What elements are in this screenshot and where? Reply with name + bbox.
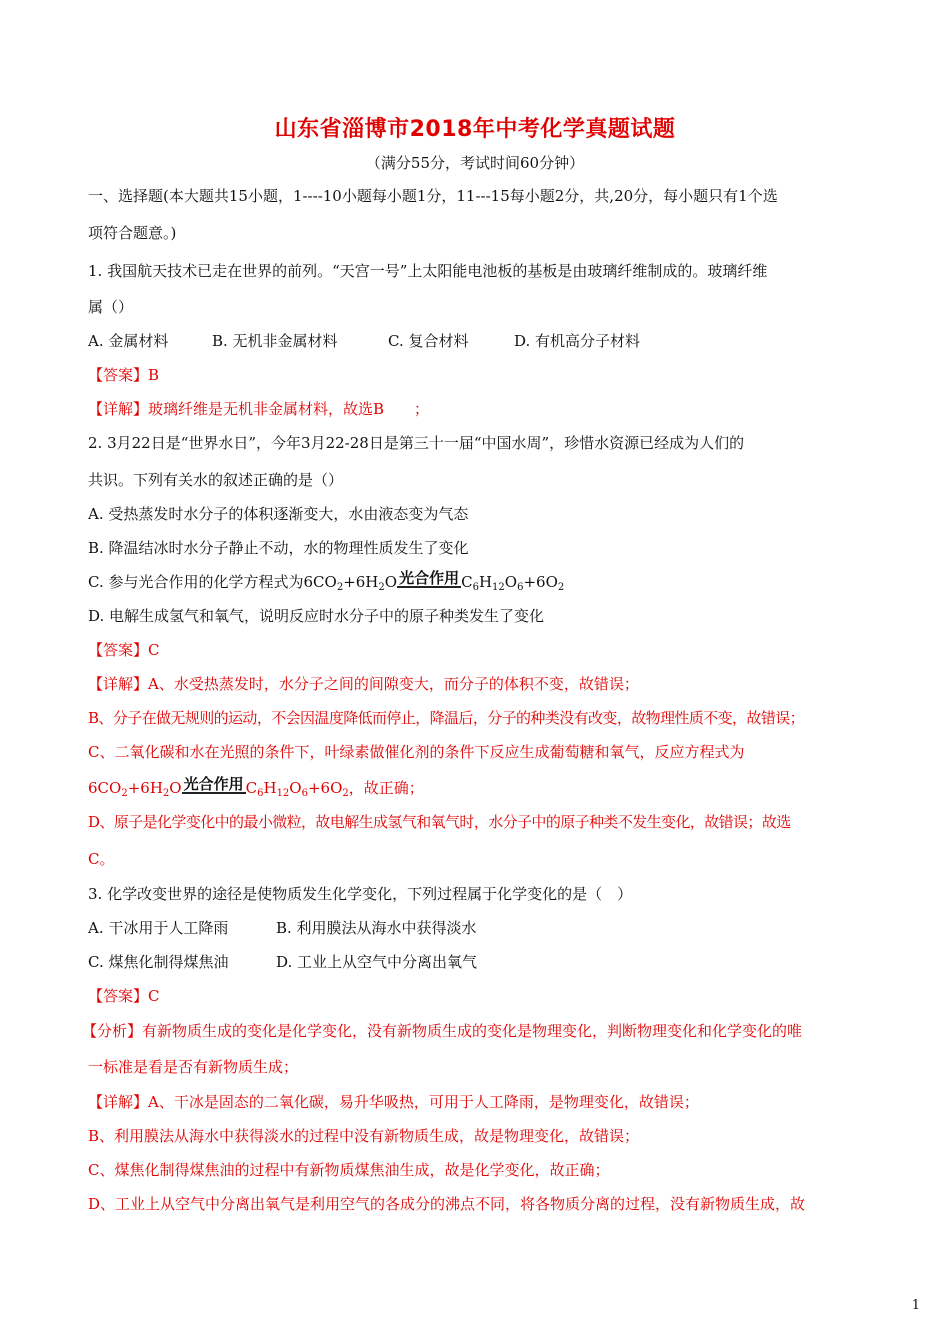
q3-answer <box>88 986 878 1006</box>
q3-options-row2 <box>88 952 878 972</box>
q2-detail-c2-text: ，故正确； <box>348 779 424 797</box>
reaction-condition-arrow: 光合作用 <box>399 569 460 587</box>
q2-answer-value: C <box>148 641 160 659</box>
q1-answer <box>88 365 878 385</box>
q2-option-d: D. 电解生成氢气和氧气，说明反应时水分子中的原子种类发生了变化 <box>88 607 545 625</box>
q3-analysis-line2: 一标准是看是否有新物质生成； <box>88 1058 299 1076</box>
q3-option-b: B. 利用膜法从海水中获得淡水 <box>276 919 477 937</box>
detail-tag: 【详解】 <box>88 1093 149 1111</box>
reaction-condition-arrow: 光合作用 <box>183 775 244 793</box>
q2-option-b: B. 降温结冰时水分子静止不动，水的物理性质发生了变化 <box>88 539 469 557</box>
q2-detail-b: B、分子在做无规则的运动，不会因温度降低而停止，降温后，分子的种类没有改变，故物理性质不变，故错误； <box>88 709 805 727</box>
q2-option-c: C. 参与光合作用的化学方程式为$6CO_2+6H_2O$ 光合作用 $C_6H_{12}O_6+6O_2$ <box>88 569 565 593</box>
q2-detail-d2: C。 <box>88 850 115 868</box>
analysis-tag: 【分析】 <box>82 1022 143 1040</box>
q2-detail-c1: C、二氧化碳和水在光照的条件下，叶绿素做催化剂的条件下反应生成葡萄糖和氧气，反应方程式为 <box>88 743 745 761</box>
q3-option-c: C. 煤焦化制得煤焦油 <box>88 953 229 971</box>
q2-option-a: A. 受热蒸发时水分子的体积逐渐变大，水由液态变为气态 <box>88 505 469 523</box>
q3-options-row1 <box>88 918 878 938</box>
q2-answer <box>88 640 878 660</box>
q3-stem: 3. 化学改变世界的途径是使物质发生化学变化，下列过程属于化学变化的是（ ） <box>88 885 633 903</box>
q2-stem-line1: 2. 3月22日是“世界水日”，今年3月22-28日是第三十一届“中国水周”，珍惜水资源已经成为人们的 <box>88 434 745 452</box>
q2-detail-a <box>88 674 878 694</box>
detail-tag: 【详解】 <box>88 400 149 418</box>
q3-detail-a <box>88 1092 878 1112</box>
q1-option-d: D. 有机高分子材料 <box>514 332 641 350</box>
q3-analysis-line1 <box>82 1021 872 1041</box>
page-title: 山东省淄博市2018年中考化学真题试题 <box>274 117 676 142</box>
q2-detail-d1: D、原子是化学变化中的最小微粒，故电解生成氢气和氧气时，水分子中的原子种类不发生变化，故错误；故选 <box>88 813 791 831</box>
q2-detail-a-text: A、水受热蒸发时，水分子之间的间隙变大，而分子的体积不变，故错误； <box>148 675 639 693</box>
answer-tag: 【答案】 <box>88 366 149 384</box>
q1-answer-value: B <box>148 366 160 384</box>
q3-analysis-text: 有新物质生成的变化是化学变化，没有新物质生成的变化是物理变化，判断物理变化和化学变化的唯 <box>142 1022 803 1040</box>
q3-detail-b: B、利用膜法从海水中获得淡水的过程中没有新物质生成，故是物理变化，故错误； <box>88 1127 640 1145</box>
q1-options <box>88 331 878 351</box>
q1-detail-text: 玻璃纤维是无机非金属材料，故选B ； <box>148 400 430 418</box>
q2-stem-line2: 共识。下列有关水的叙述正确的是（） <box>88 471 344 489</box>
q3-option-d: D. 工业上从空气中分离出氧气 <box>276 953 478 971</box>
detail-tag: 【详解】 <box>88 675 149 693</box>
q1-detail <box>88 399 878 419</box>
q1-stem-line1: 1. 我国航天技术已走在世界的前列。“天宫一号”上太阳能电池板的基板是由玻璃纤维制成的。玻璃纤维 <box>88 262 768 280</box>
q1-option-c: C. 复合材料 <box>388 332 469 350</box>
q2-option-c-text: C. 参与光合作用的化学方程式为6CO <box>88 573 337 591</box>
q1-option-a: A. 金属材料 <box>88 332 169 350</box>
q1-option-b: B. 无机非金属材料 <box>212 332 338 350</box>
section-heading-line1: 一、选择题(本大题共15小题，1----10小题每小题1分，11---15每小题2分，共,20分，每小题只有1个选 <box>88 187 778 205</box>
q3-answer-value: C <box>148 987 160 1005</box>
q2-detail-c2: $6CO_2+6H_2O$ 光合作用 $C_6H_{12}O_6+6O_2$，故正确； <box>88 775 424 799</box>
answer-tag: 【答案】 <box>88 641 149 659</box>
exam-info: （满分55分，考试时间60分钟） <box>365 154 585 172</box>
section-heading-line2: 项符合题意。) <box>88 224 177 242</box>
page-number: 1 <box>911 1298 920 1313</box>
q3-option-a: A. 干冰用于人工降雨 <box>88 919 229 937</box>
answer-tag: 【答案】 <box>88 987 149 1005</box>
q3-detail-d: D、工业上从空气中分离出氧气是利用空气的各成分的沸点不同，将各物质分离的过程，没有新物质生成，故 <box>88 1195 806 1213</box>
q1-stem-line2: 属（） <box>88 298 134 316</box>
q3-detail-c: C、煤焦化制得煤焦油的过程中有新物质煤焦油生成，故是化学变化，故正确； <box>88 1161 610 1179</box>
q3-detail-a-text: A、干冰是固态的二氧化碳，易升华吸热，可用于人工降雨，是物理变化，故错误； <box>148 1093 699 1111</box>
